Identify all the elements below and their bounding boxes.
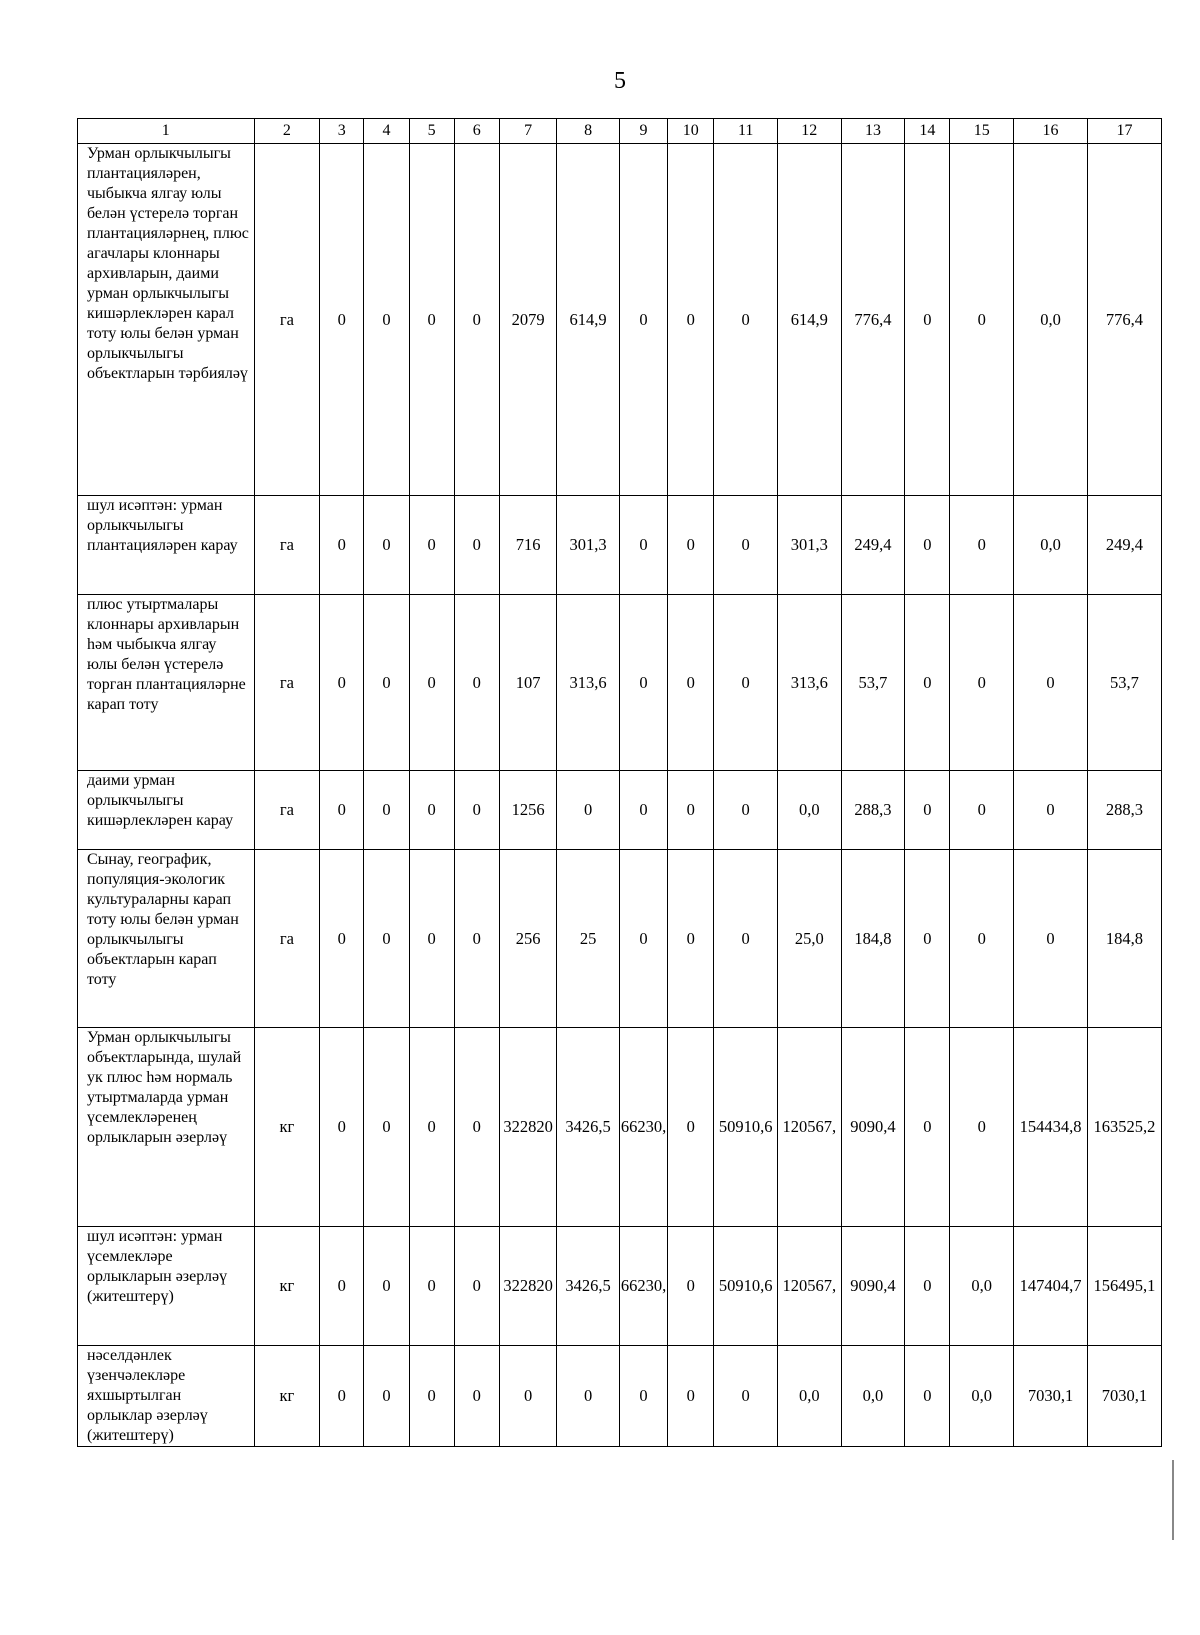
value-cell: 0: [1014, 850, 1088, 1028]
value-cell: 154434,8: [1014, 1028, 1088, 1227]
value-cell: 0: [320, 595, 364, 771]
value-cell: 0: [905, 771, 950, 850]
header-cell: 6: [454, 119, 499, 144]
header-cell: 1: [78, 119, 255, 144]
scan-margin-mark: [1172, 1460, 1174, 1540]
unit-cell: га: [254, 496, 320, 595]
value-cell: 288,3: [1087, 771, 1161, 850]
value-cell: 0: [619, 496, 667, 595]
value-cell: 0: [409, 144, 454, 496]
value-cell: 1256: [499, 771, 556, 850]
value-cell: 0: [364, 144, 409, 496]
value-cell: 107: [499, 595, 556, 771]
value-cell: 313,6: [557, 595, 620, 771]
unit-cell: га: [254, 850, 320, 1028]
value-cell: 0: [364, 496, 409, 595]
value-cell: 0: [714, 771, 778, 850]
value-cell: 0: [409, 1028, 454, 1227]
value-cell: 3426,5: [557, 1227, 620, 1346]
value-cell: 313,6: [777, 595, 841, 771]
value-cell: 0: [364, 595, 409, 771]
value-cell: 0: [454, 1028, 499, 1227]
value-cell: 120567,: [777, 1028, 841, 1227]
value-cell: 3426,5: [557, 1028, 620, 1227]
row-description: шул исәптән: урман үсемлекләре орлыкларын әзерләү (житештерү): [78, 1227, 255, 1346]
header-cell: 12: [777, 119, 841, 144]
table-body: [78, 144, 1162, 1447]
value-cell: 0: [320, 144, 364, 496]
value-cell: 0: [668, 1346, 714, 1447]
header-cell: 13: [841, 119, 905, 144]
value-cell: 0: [950, 144, 1014, 496]
value-cell: 25: [557, 850, 620, 1028]
value-cell: 25,0: [777, 850, 841, 1028]
row-description: Сынау, географик, популяция-экологик культураларны карап тоту юлы белән урман орлыкчылыгы объектларын карап тоту: [78, 850, 255, 1028]
row-description: нәселдәнлек үзенчәлекләре яхшыртылган орлыклар әзерләү (житештерү): [78, 1346, 255, 1447]
value-cell: 0,0: [1014, 144, 1088, 496]
value-cell: 0: [557, 771, 620, 850]
value-cell: 0: [1014, 771, 1088, 850]
value-cell: 0: [905, 144, 950, 496]
value-cell: 9090,4: [841, 1028, 905, 1227]
value-cell: 0: [499, 1346, 556, 1447]
value-cell: 0: [364, 850, 409, 1028]
header-cell: 8: [557, 119, 620, 144]
header-cell: 7: [499, 119, 556, 144]
row-description: плюс утыртмалары клоннары архивларын һәм чыбыкча ялгау юлы белән үстерелә торган плантацияләрне карап тоту: [78, 595, 255, 771]
value-cell: 0: [714, 144, 778, 496]
value-cell: 156495,1: [1087, 1227, 1161, 1346]
header-cell: 16: [1014, 119, 1088, 144]
page-number: 5: [614, 68, 626, 94]
value-cell: 0: [714, 850, 778, 1028]
value-cell: 0: [320, 1227, 364, 1346]
value-cell: 0: [320, 1028, 364, 1227]
value-cell: 0: [668, 496, 714, 595]
unit-cell: га: [254, 144, 320, 496]
value-cell: 249,4: [841, 496, 905, 595]
value-cell: 0: [714, 595, 778, 771]
value-cell: 0: [668, 850, 714, 1028]
value-cell: 0: [905, 1346, 950, 1447]
value-cell: 0: [320, 771, 364, 850]
value-cell: 50910,6: [714, 1227, 778, 1346]
table-row: [78, 1028, 1162, 1227]
value-cell: 0: [320, 1346, 364, 1447]
table-row: [78, 496, 1162, 595]
table-row: [78, 850, 1162, 1028]
value-cell: 0: [668, 771, 714, 850]
header-cell: 10: [668, 119, 714, 144]
value-cell: 0: [905, 1028, 950, 1227]
header-row: [78, 119, 1162, 144]
value-cell: 66230,: [619, 1028, 667, 1227]
value-cell: 256: [499, 850, 556, 1028]
header-cell: 11: [714, 119, 778, 144]
value-cell: 288,3: [841, 771, 905, 850]
value-cell: 0: [950, 771, 1014, 850]
value-cell: 0: [668, 1227, 714, 1346]
header-cell: 9: [619, 119, 667, 144]
value-cell: 0: [905, 1227, 950, 1346]
value-cell: 7030,1: [1087, 1346, 1161, 1447]
value-cell: 53,7: [1087, 595, 1161, 771]
table-row: [78, 771, 1162, 850]
row-description: даими урман орлыкчылыгы кишәрлекләрен карау: [78, 771, 255, 850]
value-cell: 0: [454, 144, 499, 496]
value-cell: 0,0: [777, 1346, 841, 1447]
unit-cell: кг: [254, 1028, 320, 1227]
value-cell: 0: [364, 771, 409, 850]
value-cell: 0: [557, 1346, 620, 1447]
value-cell: 66230,: [619, 1227, 667, 1346]
table-row: [78, 144, 1162, 496]
value-cell: 716: [499, 496, 556, 595]
value-cell: 322820: [499, 1227, 556, 1346]
value-cell: 301,3: [777, 496, 841, 595]
header-cell: 5: [409, 119, 454, 144]
value-cell: 0: [668, 1028, 714, 1227]
value-cell: 9090,4: [841, 1227, 905, 1346]
value-cell: 0: [905, 595, 950, 771]
value-cell: 776,4: [1087, 144, 1161, 496]
value-cell: 249,4: [1087, 496, 1161, 595]
header-cell: 2: [254, 119, 320, 144]
value-cell: 0: [619, 144, 667, 496]
value-cell: 0: [619, 771, 667, 850]
value-cell: 0: [950, 496, 1014, 595]
value-cell: 0: [454, 496, 499, 595]
header-cell: 14: [905, 119, 950, 144]
value-cell: 0: [619, 595, 667, 771]
value-cell: 0: [320, 850, 364, 1028]
value-cell: 2079: [499, 144, 556, 496]
table-row: [78, 1346, 1162, 1447]
value-cell: 0,0: [950, 1346, 1014, 1447]
value-cell: 50910,6: [714, 1028, 778, 1227]
row-description: Урман орлыкчылыгы объектларында, шулай ук плюс һәм нормаль утыртмаларда урман үсемлекләренең орлыкларын әзерләү: [78, 1028, 255, 1227]
header-cell: 3: [320, 119, 364, 144]
value-cell: 614,9: [777, 144, 841, 496]
value-cell: 147404,7: [1014, 1227, 1088, 1346]
header-cell: 17: [1087, 119, 1161, 144]
value-cell: 0: [950, 1028, 1014, 1227]
value-cell: 0,0: [1014, 496, 1088, 595]
value-cell: 0: [905, 850, 950, 1028]
value-cell: 163525,2: [1087, 1028, 1161, 1227]
value-cell: 7030,1: [1014, 1346, 1088, 1447]
value-cell: 0: [950, 595, 1014, 771]
value-cell: 0: [619, 1346, 667, 1447]
value-cell: 0: [454, 850, 499, 1028]
value-cell: 614,9: [557, 144, 620, 496]
value-cell: 0: [714, 1346, 778, 1447]
data-table: [77, 118, 1162, 1447]
value-cell: 0: [364, 1227, 409, 1346]
value-cell: 0,0: [841, 1346, 905, 1447]
unit-cell: кг: [254, 1346, 320, 1447]
value-cell: 0: [454, 1346, 499, 1447]
value-cell: 0: [454, 595, 499, 771]
value-cell: 0: [320, 496, 364, 595]
value-cell: 0: [364, 1028, 409, 1227]
value-cell: 0: [454, 771, 499, 850]
table-row: [78, 1227, 1162, 1346]
value-cell: 0: [619, 850, 667, 1028]
value-cell: 0: [454, 1227, 499, 1346]
value-cell: 0: [409, 850, 454, 1028]
unit-cell: га: [254, 771, 320, 850]
value-cell: 0: [905, 496, 950, 595]
value-cell: 53,7: [841, 595, 905, 771]
table-row: [78, 595, 1162, 771]
value-cell: 0: [364, 1346, 409, 1447]
row-description: шул исәптән: урман орлыкчылыгы плантацияләрен карау: [78, 496, 255, 595]
value-cell: 120567,: [777, 1227, 841, 1346]
value-cell: 0,0: [777, 771, 841, 850]
value-cell: 0: [950, 850, 1014, 1028]
value-cell: 776,4: [841, 144, 905, 496]
header-cell: 4: [364, 119, 409, 144]
value-cell: 322820: [499, 1028, 556, 1227]
value-cell: 0: [409, 1227, 454, 1346]
value-cell: 0: [409, 1346, 454, 1447]
value-cell: 0: [409, 771, 454, 850]
unit-cell: кг: [254, 1227, 320, 1346]
header-cell: 15: [950, 119, 1014, 144]
value-cell: 0: [1014, 595, 1088, 771]
value-cell: 0: [409, 595, 454, 771]
value-cell: 301,3: [557, 496, 620, 595]
value-cell: 184,8: [1087, 850, 1161, 1028]
value-cell: 0: [714, 496, 778, 595]
value-cell: 0: [409, 496, 454, 595]
row-description: Урман орлыкчылыгы плантацияләрен, чыбыкча ялгау юлы белән үстерелә торган плантацияләрнең, плюс агачлары клоннары архивларын, даими урман орлыкчылыгы кишәрлекләрен карал тоту юлы белән урман орлыкчылыгы объектларын тәрбияләү: [78, 144, 255, 496]
value-cell: 184,8: [841, 850, 905, 1028]
unit-cell: га: [254, 595, 320, 771]
value-cell: 0,0: [950, 1227, 1014, 1346]
value-cell: 0: [668, 595, 714, 771]
value-cell: 0: [668, 144, 714, 496]
